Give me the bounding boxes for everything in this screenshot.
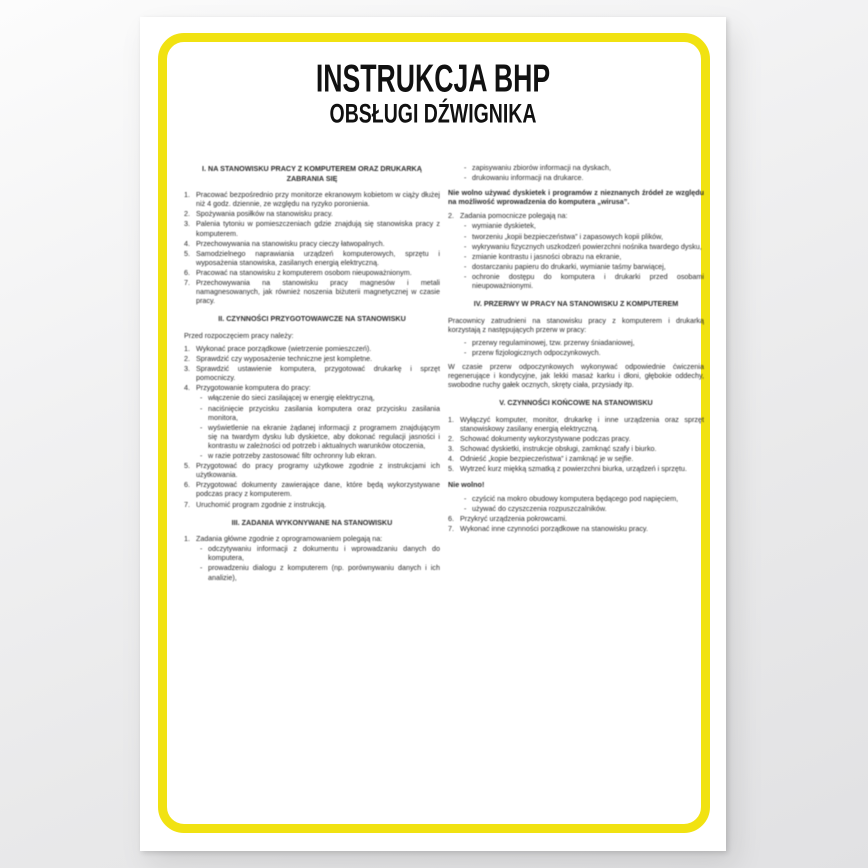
item-text: zapisywaniu zbiorów informacji na dyskach, — [472, 163, 612, 172]
dash-marker: - — [200, 422, 203, 432]
numbered-item — [184, 354, 440, 363]
dash-item — [448, 242, 704, 251]
numbered-item — [184, 278, 440, 305]
item-number: 4. — [184, 383, 190, 393]
item-number: 7. — [184, 278, 190, 288]
dash-item — [184, 451, 440, 460]
dash-item — [448, 232, 704, 241]
numbered-item — [184, 268, 440, 277]
dash-marker: - — [464, 221, 467, 231]
section-heading: IV. PRZERWY W PRACY NA STANOWISKU Z KOMPUTEREM — [473, 299, 679, 309]
item-text: przerwy regulaminowej, tzw. przerwy śniadaniowej, — [472, 337, 635, 347]
numbered-item — [448, 464, 704, 473]
dash-item — [448, 348, 704, 357]
item-text: czyścić na mokro obudowy komputera będącego pod napięciem, — [472, 493, 679, 503]
section-heading: III. ZADANIA WYKONYWANE NA STANOWISKU — [231, 517, 393, 527]
item-text: naciśnięcie przycisku zasilania komputera oraz przycisku zasilania monitora, — [208, 403, 440, 422]
dash-item — [448, 163, 704, 172]
item-text: Zadania główne zgodnie z oprogramowaniem polegają na: — [196, 534, 383, 544]
poster-subtitle: OBSŁUGI DŹWIGNIKA — [329, 97, 537, 129]
item-number: 7. — [448, 523, 454, 533]
dash-item — [448, 272, 704, 290]
column-left — [184, 163, 440, 815]
numbered-item — [184, 383, 440, 392]
item-number: 6. — [184, 480, 190, 490]
dash-marker: - — [200, 563, 203, 573]
dash-marker: - — [200, 451, 203, 461]
section-heading: II. CZYNNOŚCI PRZYGOTOWAWCZE NA STANOWISKU — [218, 314, 406, 324]
note-paragraph: Nie wolno używać dyskietek i programów z nieznanych źródeł ze względu na możliwość wprowadzenia do komputera „wirusa”. — [448, 188, 704, 207]
dash-marker: - — [464, 173, 467, 183]
instruction-body — [184, 163, 704, 815]
item-text: dostarczaniu papieru do drukarki, wymianie taśmy barwiącej, — [472, 261, 666, 271]
item-text: Przykryć urządzenia pokrowcami. — [460, 513, 568, 523]
numbered-item — [184, 239, 440, 248]
dash-marker: - — [200, 544, 203, 554]
item-number: 1. — [184, 534, 190, 544]
item-number: 3. — [448, 444, 454, 454]
item-text: Przygotowanie komputera do pracy: — [196, 383, 311, 393]
item-number: 5. — [184, 461, 190, 471]
item-number: 7. — [184, 499, 190, 509]
item-text: wymianie dyskietek, — [472, 221, 536, 231]
poster-title: INSTRUKCJA BHP — [315, 57, 551, 100]
item-text: odczytywaniu informacji z dokumentu i wprowadzaniu danych do komputera, — [208, 544, 440, 563]
numbered-item — [184, 219, 440, 237]
dash-item — [448, 504, 704, 513]
item-number: 3. — [184, 364, 190, 374]
item-text: Przygotować do pracy programy użytkowe zgodnie z instrukcjami ich użytkowania. — [196, 461, 440, 480]
item-text: przerw fizjologicznych odpoczynkowych. — [472, 348, 601, 357]
item-text: Zadania pomocnicze polegają na: — [460, 211, 568, 221]
dash-item — [184, 563, 440, 581]
item-number: 6. — [184, 267, 190, 277]
item-text: wykrywaniu fizycznych uszkodzeń powierzchni nośnika twardego dysku, — [472, 241, 702, 251]
numbered-item — [184, 344, 440, 353]
dash-marker: - — [200, 403, 203, 413]
numbered-item — [184, 209, 440, 218]
numbered-item — [184, 190, 440, 208]
dash-marker: - — [464, 163, 467, 172]
item-text: prowadzeniu dialogu z komputerem (np. porównywaniu danych i ich analizie), — [208, 563, 440, 582]
item-text: Uruchomić program zgodnie z instrukcją. — [196, 499, 327, 509]
item-number: 5. — [184, 248, 190, 258]
dash-marker: - — [464, 337, 467, 347]
item-number: 1. — [184, 344, 190, 353]
numbered-item — [448, 514, 704, 523]
item-number: 1. — [184, 190, 190, 200]
dash-item — [184, 404, 440, 422]
item-text: Odnieść „kopie bezpieczeństwa” i zamknąć je w sejfie. — [460, 454, 634, 464]
numbered-item — [448, 444, 704, 453]
dash-marker: - — [200, 393, 203, 403]
item-text: Schować dyskietki, instrukcje obsługi, zamknąć szafy i biurko. — [460, 444, 657, 454]
item-text: drukowaniu informacji na drukarce. — [472, 173, 584, 183]
column-right — [448, 163, 704, 815]
numbered-item — [448, 434, 704, 443]
dash-item — [448, 338, 704, 347]
item-number: 4. — [184, 238, 190, 248]
dash-marker: - — [464, 251, 467, 261]
item-text: Przygotować dokumenty zawierające dane, które będą wykorzystywane podczas pracy z komputerem. — [196, 480, 440, 499]
item-text: Schować dokumenty wykorzystywane podczas pracy. — [460, 434, 631, 444]
item-number: 4. — [448, 454, 454, 464]
poster-sheet — [140, 17, 726, 851]
item-number: 6. — [448, 513, 454, 523]
paragraph: Pracownicy zatrudnieni na stanowisku pracy z komputerem i drukarką korzystają z następujących przerw w pracy: — [448, 315, 704, 334]
item-text: ochronie dostępu do komputera i drukarki przed osobami nieupoważnionymi. — [472, 271, 704, 291]
item-number: 3. — [184, 219, 190, 229]
dash-item — [448, 262, 704, 271]
numbered-item — [448, 415, 704, 433]
numbered-item — [184, 534, 440, 543]
item-number: 2. — [184, 354, 190, 364]
numbered-item — [184, 480, 440, 498]
numbered-item — [448, 211, 704, 220]
item-number: 2. — [448, 211, 454, 221]
item-text: w razie potrzeby zastosować filtr ochronny lub ekran. — [208, 451, 377, 461]
dash-item — [184, 393, 440, 402]
item-text: tworzeniu „kopii bezpieczeństwa” i zapasowych kopii plików, — [472, 231, 663, 241]
dash-marker: - — [464, 241, 467, 251]
paragraph: Przed rozpoczęciem pracy należy: — [184, 330, 294, 340]
item-text: Sprawdzić czy wyposażenie techniczne jest kompletne. — [196, 354, 373, 364]
dash-marker: - — [464, 261, 467, 271]
numbered-item — [184, 364, 440, 382]
item-text: Wykonać prace porządkowe (wietrzenie pomieszczeń). — [196, 344, 372, 353]
dash-item — [448, 252, 704, 261]
item-text: Wyłączyć komputer, monitor, drukarkę i inne urządzenia oraz sprzęt stanowiskowy zasilany energią elektryczną. — [460, 414, 704, 434]
item-text: wyświetlenie na ekranie żądanej informacji z programem znajdującym się na twardym dysku lub dyskietce, aby dokonać regulacji jasności i kontrastu w zależności od potrzeb i aktualnych warunków otoczenia, — [208, 422, 440, 450]
item-text: Sprawdzić ustawienie komputera, przygotować drukarkę i sprzęt pomocniczy. — [196, 364, 440, 383]
note-paragraph: Nie wolno! — [448, 479, 485, 489]
section-heading: V. CZYNNOŚCI KOŃCOWE NA STANOWISKU — [499, 398, 653, 408]
numbered-item — [448, 524, 704, 533]
item-text: włączenie do sieci zasilającej w energię elektryczną, — [208, 393, 375, 403]
dash-marker: - — [464, 231, 467, 241]
item-text: Samodzielnego naprawiania urządzeń komputerowych, sprzętu i wyposażenia stanowiska, zasilanych energią elektryczną. — [196, 248, 440, 267]
numbered-item — [184, 500, 440, 509]
item-text: używać do czyszczenia rozpuszczalników. — [472, 503, 607, 513]
item-number: 5. — [448, 464, 454, 474]
numbered-item — [184, 461, 440, 479]
dash-marker: - — [464, 493, 467, 503]
item-text: Wykonać inne czynności porządkowe na stanowisku pracy. — [460, 523, 648, 533]
item-text: Spożywania posiłków na stanowisku pracy. — [196, 209, 333, 219]
paragraph: W czasie przerw odpoczynkowych wykonywać odpowiednie ćwiczenia regenerujące i kondycyjne, jak lekki masaż karku i dłoni, głębokie oddechy, swobodne ruchy gałek ocznych, skręty ciała, przysiady itp. — [448, 362, 704, 390]
numbered-item — [184, 249, 440, 267]
dash-marker: - — [464, 503, 467, 513]
item-number: 1. — [448, 414, 454, 424]
section-heading: I. NA STANOWISKU PRACY Z KOMPUTEREM ORAZ DRUKARKĄ ZABRANIA SIĘ — [202, 164, 422, 183]
dash-marker: - — [464, 348, 467, 357]
item-number: 2. — [448, 434, 454, 444]
dash-item — [184, 423, 440, 450]
item-text: Palenia tytoniu w pomieszczeniach gdzie znajdują się stanowiska pracy z komputerem. — [196, 219, 440, 238]
dash-item — [448, 494, 704, 503]
item-text: Przechowywania na stanowisku pracy magnesów i metali namagnesowanych, jak również noszenia biżuterii magnetycznej w czasie pracy. — [196, 278, 440, 306]
item-number: 2. — [184, 209, 190, 219]
dash-marker: - — [464, 271, 467, 281]
poster-header — [140, 57, 726, 129]
item-text: Pracować bezpośrednio przy monitorze ekranowym kobietom w ciąży dłużej niż 4 godz. dziennie, ze względu na ryzyko poronienia. — [196, 190, 440, 209]
dash-item — [448, 221, 704, 230]
dash-item — [184, 544, 440, 562]
item-text: Pracować na stanowisku z komputerem osobom nieupoważnionym. — [196, 267, 412, 277]
item-text: Wytrzeć kurz miękką szmatką z powierzchni biurka, urządzeń i sprzętu. — [460, 464, 687, 474]
numbered-item — [448, 454, 704, 463]
item-text: Przechowywania na stanowisku pracy cieczy łatwopalnych. — [196, 238, 385, 248]
item-text: zmianie kontrastu i jasności obrazu na ekranie, — [472, 251, 622, 261]
dash-item — [448, 173, 704, 182]
